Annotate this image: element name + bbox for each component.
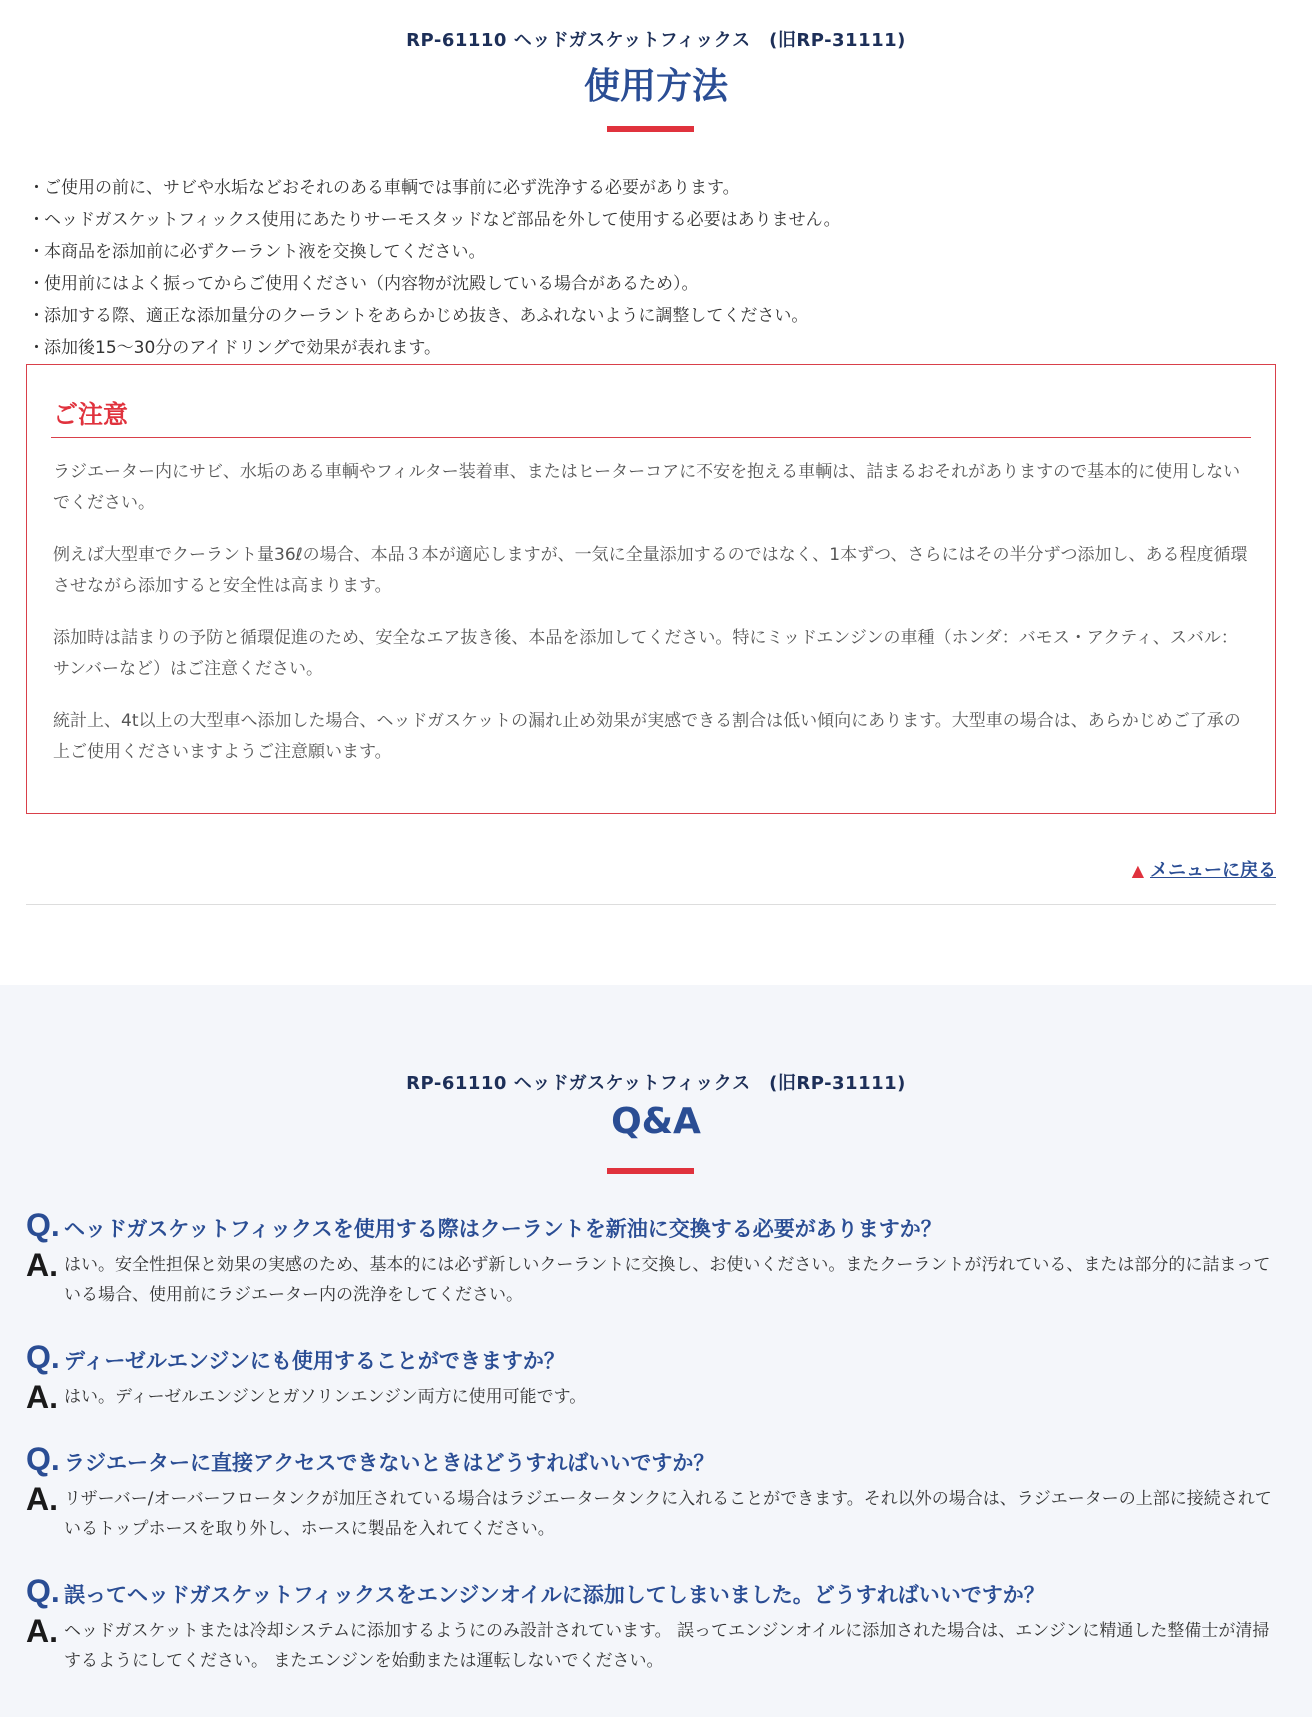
answer-text: ヘッドガスケットまたは冷却システムに添加するようにのみ設計されています。 誤ってエンジンオイルに添加された場合は、エンジンに精通した整備士が清掃するようにしてください。 またエンジンを始動または運転しないでください。 [64,1621,1270,1671]
usage-product-subtitle: RP-61110 ヘッドガスケットフィックス (旧RP-31111) [406,30,906,51]
bullet-text: ヘッドガスケットフィックス使用にあたりサーモスタッドなど部品を外して使用する必要はありません。 [44,210,841,230]
list-item [28,332,1288,364]
caution-box [26,364,1276,814]
answer-mark: A. [26,1613,58,1649]
bullet-text: 本商品を添加前に必ずクーラント液を交換してください。 [44,242,486,262]
usage-page-title: 使用方法 [583,66,728,107]
bullet-text: 添加する際、適正な添加量分のクーラントをあらかじめ抜き、あふれないように調整してください。 [44,306,809,326]
usage-bullet-list [28,172,1288,364]
bullet-text: ご使用の前に、サビや水垢などおそれのある車輌では事前に必ず洗浄する必要があります。 [44,178,740,198]
title-accent-bar [607,126,694,132]
qa-page-title: Q&A [611,1101,701,1142]
list-item [28,236,1288,268]
list-item [28,204,1288,236]
bullet-text: 使用前にはよく振ってからご使用ください（内容物が沈殿している場合があるため）。 [44,274,699,294]
caution-paragraph: 例えば大型車でクーラント量36ℓの場合、本品３本が適応しますが、一気に全量添加するのではなく、1本ずつ、さらにはその半分ずつ添加し、ある程度循環させながら添加すると安全性は高まります。 [53,545,1248,596]
caution-title: ご注意 [53,400,129,429]
qa-item [26,1207,1286,1310]
answer-mark: A. [26,1247,58,1283]
bullet-mark: ・ [28,210,45,230]
title-accent-bar [607,1168,694,1174]
answer-mark: A. [26,1481,58,1517]
question-text: ディーゼルエンジンにも使用することができますか？ [64,1349,565,1373]
answer-text: はい。安全性担保と効果の実感のため、基本的には必ず新しいクーラントに交換し、お使いください。またクーラントが汚れている、または部分的に詰まっている場合、使用前にラジエーター内の洗浄をしてください。 [64,1255,1271,1305]
back-to-menu-label: メニューに戻る [1150,860,1276,881]
question-mark: Q. [26,1573,60,1609]
caution-paragraph: 統計上、4t以上の大型車へ添加した場合、ヘッドガスケットの漏れ止め効果が実感できる割合は低い傾向にあります。大型車の場合は、あらかじめご了承の上ご使用くださいますようご注意願います。 [53,711,1241,762]
section-divider [26,904,1276,905]
bullet-mark: ・ [28,338,45,358]
list-item [28,172,1288,204]
caution-paragraph: ラジエーター内にサビ、水垢のある車輌やフィルター装着車、またはヒーターコアに不安を抱える車輌は、詰まるおそれがありますので基本的に使用しないでください。 [53,462,1241,513]
bullet-mark: ・ [28,306,45,326]
qa-item [26,1441,1286,1544]
question-text: 誤ってヘッドガスケットフィックスをエンジンオイルに添加してしまいました。どうすればいいですか？ [64,1583,1045,1607]
caution-paragraph: 添加時は詰まりの予防と循環促進のため、安全なエア抜き後、本品を添加してください。特にミッドエンジンの車種（ホンダ：バモス・アクティ、スバル：サンバーなど）はご注意ください。 [53,628,1238,679]
list-item [28,300,1288,332]
answer-mark: A. [26,1379,58,1415]
qa-item [26,1573,1286,1676]
question-mark: Q. [26,1339,60,1375]
triangle-up-icon: ▲ [1131,861,1144,880]
question-mark: Q. [26,1207,60,1243]
question-text: ヘッドガスケットフィックスを使用する際はクーラントを新油に交換する必要がありますか？ [64,1217,942,1241]
qa-item [26,1339,1286,1414]
bullet-text: 添加後15～30分のアイドリングで効果が表れます。 [44,338,442,358]
bullet-mark: ・ [28,178,45,198]
back-to-menu-link[interactable] [1132,856,1276,882]
qa-product-subtitle: RP-61110 ヘッドガスケットフィックス (旧RP-31111) [406,1073,906,1094]
list-item [28,268,1288,300]
bullet-mark: ・ [28,274,45,294]
qa-section [0,985,1312,1717]
question-mark: Q. [26,1441,60,1477]
question-text: ラジエーターに直接アクセスできないときはどうすればいいですか？ [64,1451,715,1475]
caution-divider [51,437,1251,438]
answer-text: リザーバー/オーバーフロータンクが加圧されている場合はラジエータータンクに入れることができます。それ以外の場合は、ラジエーターの上部に接続されているトップホースを取り外し、ホースに製品を入れてください。 [64,1489,1272,1539]
bullet-mark: ・ [28,242,45,262]
answer-text: はい。ディーゼルエンジンとガソリンエンジン両方に使用可能です。 [64,1387,587,1407]
